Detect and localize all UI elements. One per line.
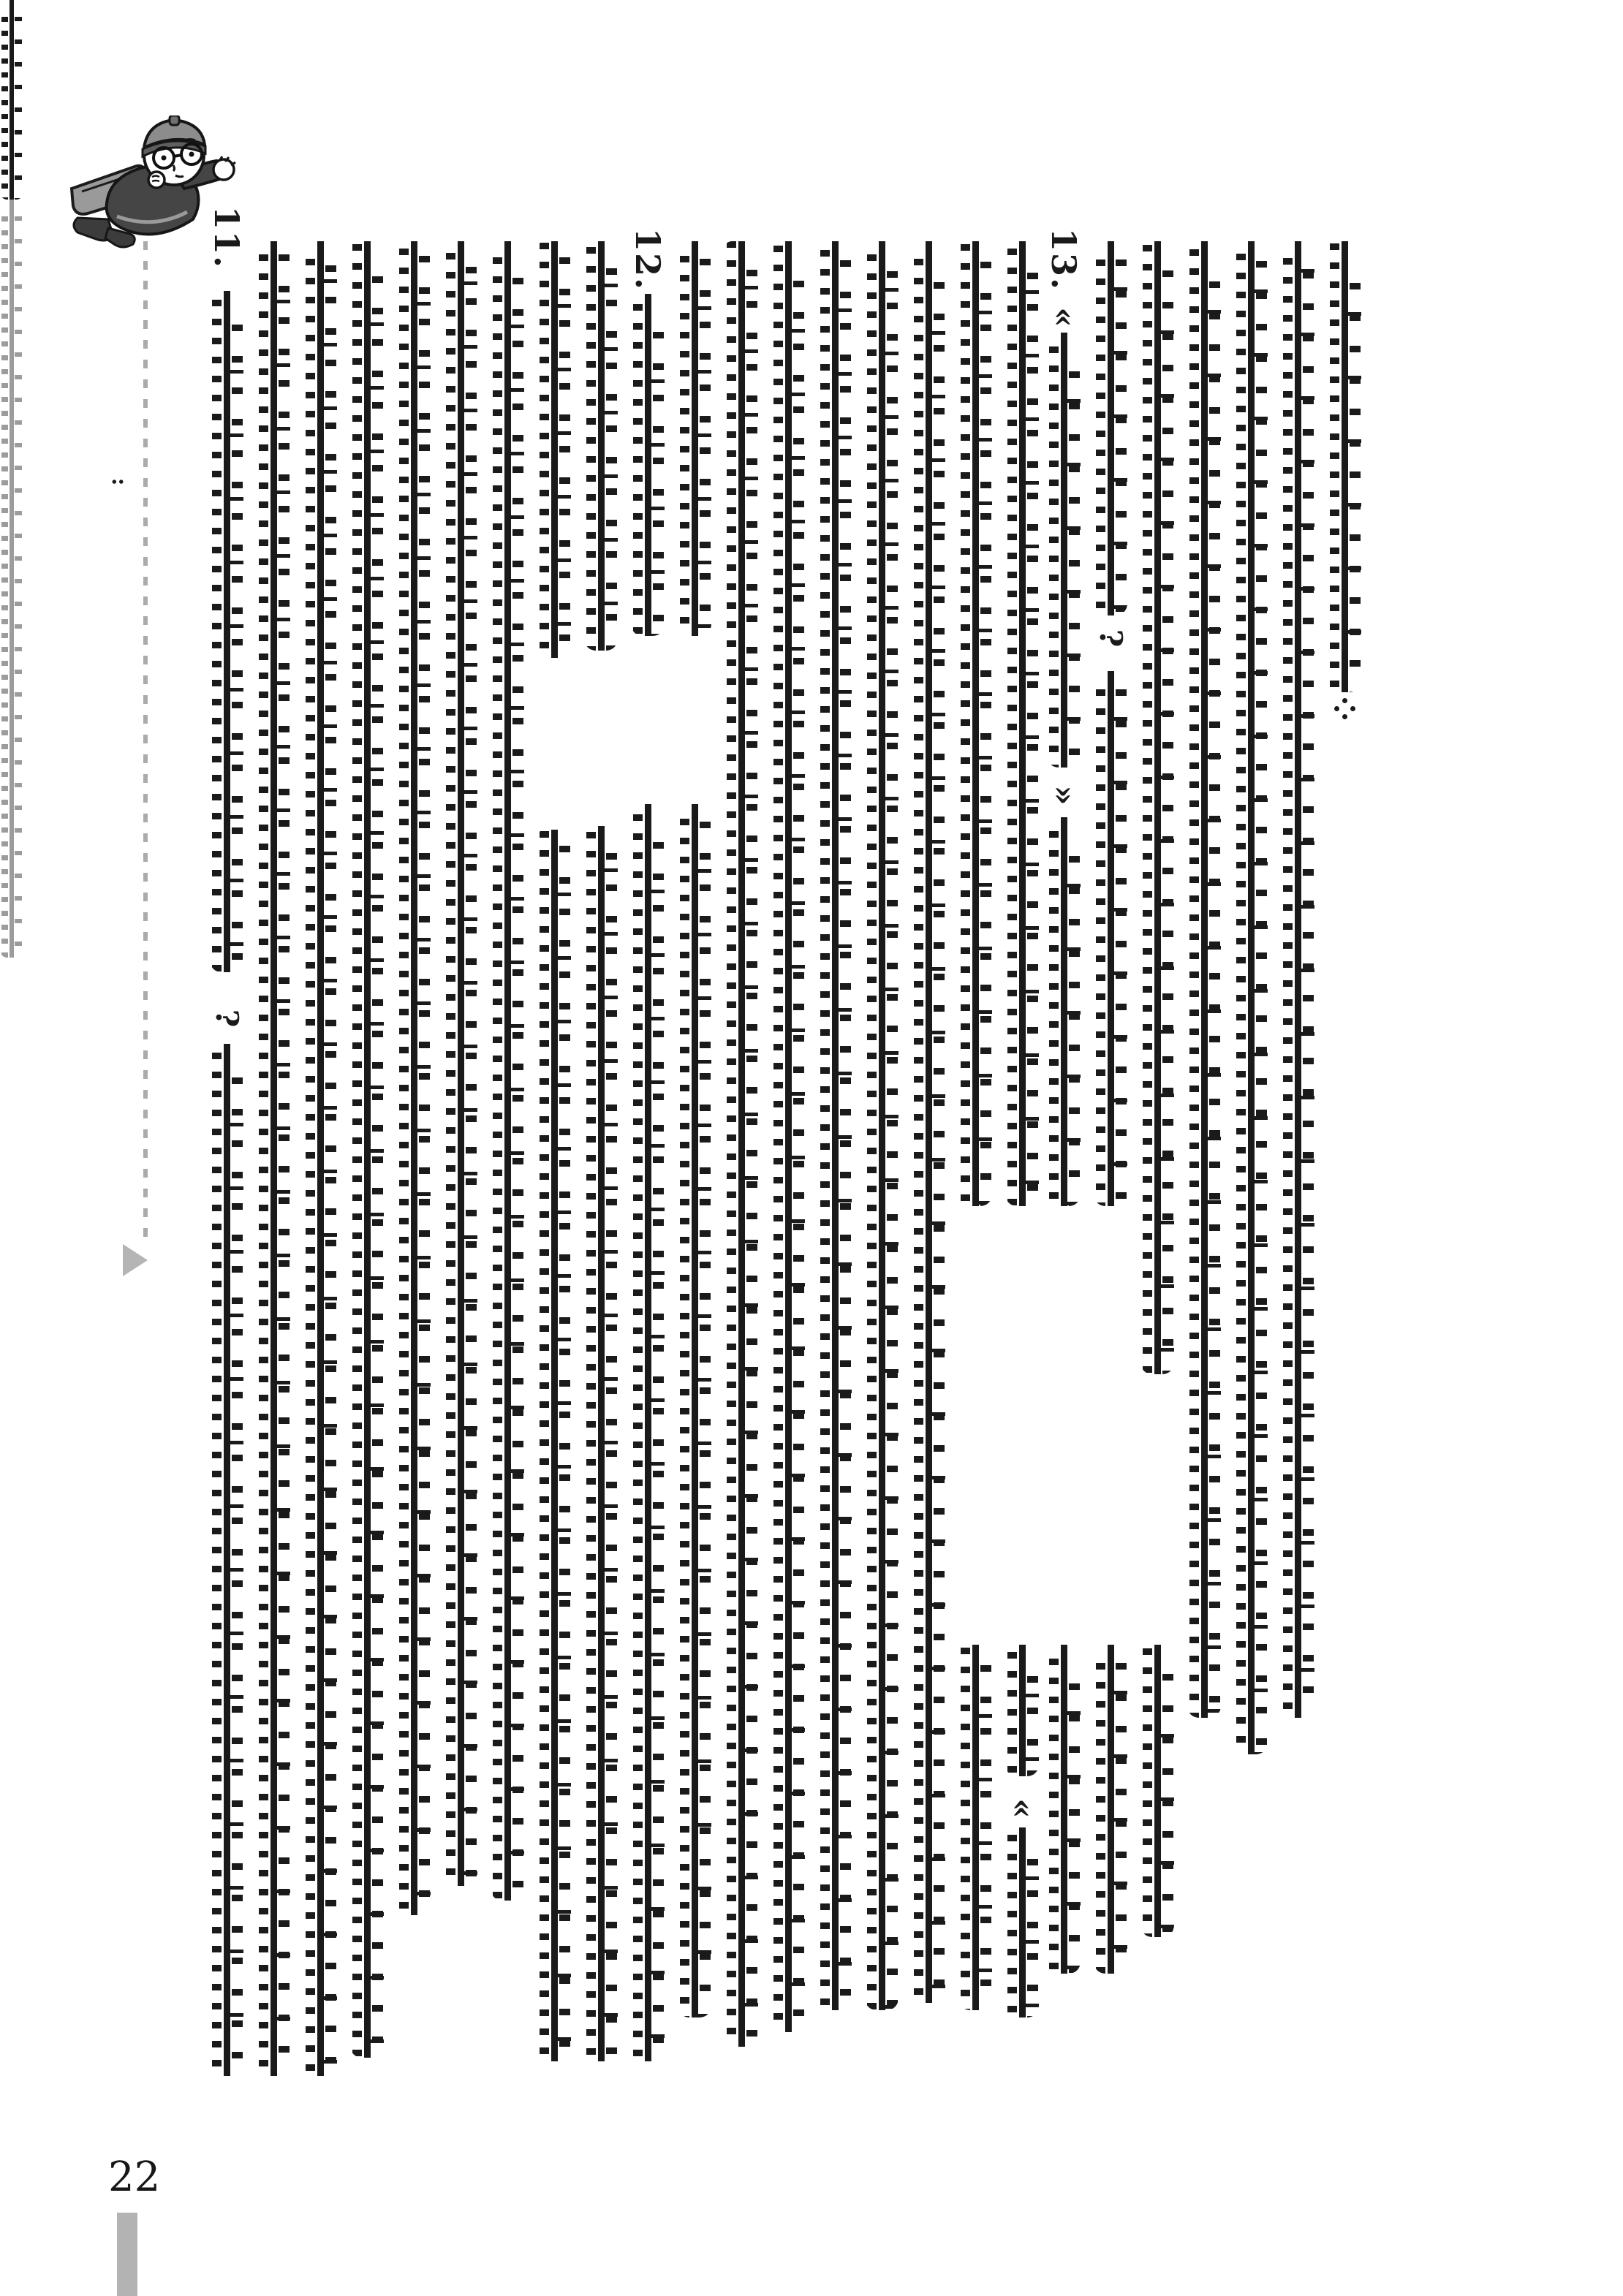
script-column-17 <box>958 1645 992 2010</box>
script-column-21 <box>1140 241 1174 1374</box>
dashed-guide-line <box>143 241 148 1241</box>
script-column-22 <box>1187 241 1221 1718</box>
script-column-18 <box>1005 1645 1039 1776</box>
section-label-colon: : <box>107 477 132 486</box>
script-column-14 <box>818 241 852 2010</box>
item-number-12: 12. <box>628 227 667 292</box>
page-number: 22 <box>108 2153 161 2201</box>
script-column-5 <box>397 241 431 1915</box>
item-number-13: 13. <box>1044 227 1083 292</box>
script-column-12 <box>725 241 758 2047</box>
script-column-19 <box>1047 1645 1081 1974</box>
open-title-quote-icon: « <box>1045 307 1083 327</box>
close-title-quote-icon: » <box>1045 785 1083 806</box>
script-column-10 <box>631 294 665 636</box>
script-column-19 <box>1047 333 1081 768</box>
script-column-23 <box>1234 241 1268 1754</box>
script-column-20 <box>1094 671 1127 1206</box>
script-column-18 <box>1005 241 1039 1206</box>
script-column-1 <box>210 1044 243 2076</box>
script-column-7 <box>491 241 524 1901</box>
section-label-script <box>0 0 23 200</box>
script-column-2 <box>257 241 290 2076</box>
script-column-20 <box>1094 1645 1127 1974</box>
script-column-9 <box>584 826 618 2061</box>
script-column-20 <box>1094 241 1127 615</box>
mascot-fist <box>148 172 164 188</box>
script-column-8 <box>537 241 571 658</box>
script-column-11 <box>678 804 711 2017</box>
footer-tab-bar <box>117 2213 137 2296</box>
script-column-6 <box>444 241 477 1886</box>
script-column-1 <box>210 291 243 972</box>
script-column-21 <box>1140 1645 1174 1937</box>
script-column-17 <box>958 241 992 1206</box>
script-column-3 <box>303 241 337 2076</box>
item-number-11: 11. <box>207 205 246 270</box>
script-column-25 <box>1328 241 1361 692</box>
script-column-24 <box>1281 241 1314 1718</box>
script-column-8 <box>537 830 571 2061</box>
script-column-16 <box>912 241 945 2003</box>
question-mark-2: ? <box>1093 629 1129 648</box>
script-column-10 <box>631 804 665 2061</box>
script-column-15 <box>865 241 898 2010</box>
section-instruction-script <box>0 200 23 958</box>
script-column-13 <box>771 241 805 2032</box>
end-of-text-mark <box>1342 698 1347 703</box>
question-mark-1: ? <box>209 1009 245 1028</box>
script-column-9 <box>584 241 618 651</box>
section-header <box>0 0 1623 958</box>
open-title-quote-icon: « <box>1004 1798 1041 1819</box>
script-column-11 <box>678 241 711 636</box>
guide-arrow-icon <box>123 1244 148 1276</box>
script-column-4 <box>350 241 384 2058</box>
script-column-19 <box>1047 817 1081 1206</box>
